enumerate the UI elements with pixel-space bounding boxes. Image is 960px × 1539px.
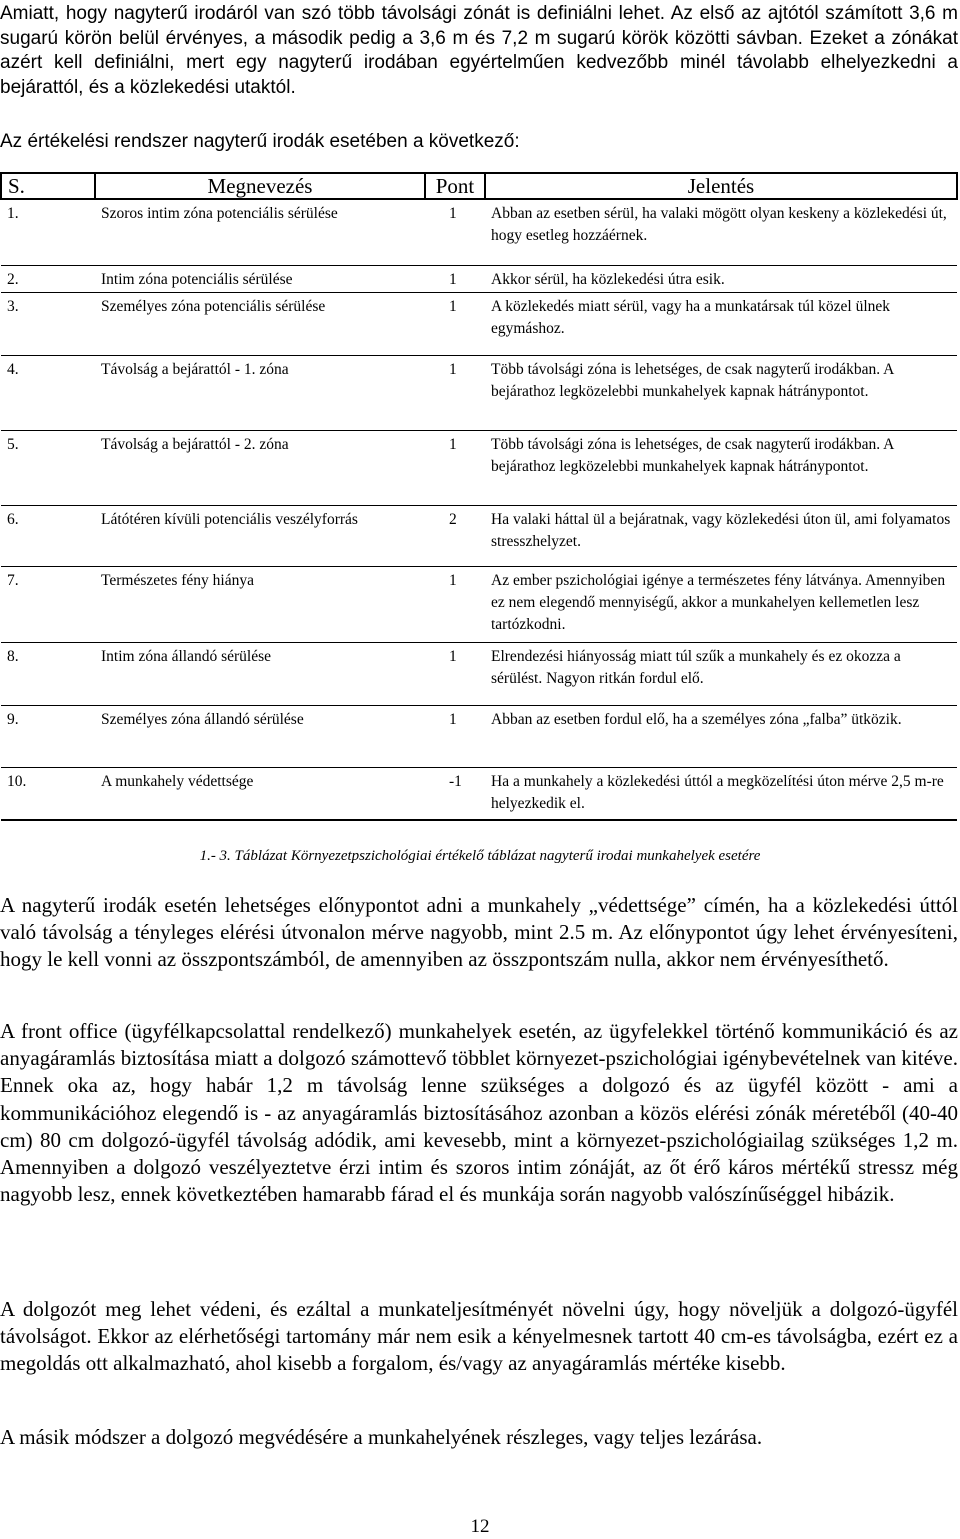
page-number: 12 (470, 1516, 490, 1537)
row-meaning: Ha valaki háttal ül a bejáratnak, vagy közlekedési úton ül, ami folyamatos stresszhelyzet. (485, 505, 957, 566)
row-name: Személyes zóna állandó sérülése (95, 705, 425, 767)
body-paragraph-2: A front office (ügyfélkapcsolattal rendelkező) munkahelyek esetén, az ügyfelekkel történő kommunikáció és az anyagáramlás biztosítása miatt a dolgozó számottevő többlet környezet-pszichológiai igénybevételnek van kitéve. Ennek oka az, hogy habár 1,2 m távolság lenne szükséges a dolgozó és az ügyfél között - ami a kommunikációhoz elegendő is - az anyagáramlás biztosításához azonban a közös elérési zónák méretéből (40-40 cm) 80 cm dolgozó-ügyfél távolság adódik, ami kevesebb, mint a környezet-pszichológiailag szükséges 1,2 m. Amennyiben a dolgozó veszélyeztetve érzi intim és szoros intim zónáját, az őt érő káros mértékű stressz még nagyobb lesz, ennek következtében hamarabb fárad el és munkája során nagyobb valószínűséggel hibázik. (0, 1019, 958, 1207)
row-point: 1 (425, 642, 485, 705)
row-point: 1 (449, 205, 457, 222)
row-name: Intim zóna potenciális sérülése (95, 265, 425, 292)
body-paragraph-1: A nagyterű irodák esetén lehetséges előnypontot adni a munkahely „védettsége” címén, ha a közlekedési úttól való távolság a tényleges elérési útvonalon mérve nagyobb, mint 2.5 m. Az előnypontot úgy lehet érvényesíteni, hogy le kell vonni az összpontszámból, de amennyiben az összpontszám nulla, akkor nem érvényesíthető. (0, 893, 958, 972)
row-number: 8. (1, 642, 95, 705)
row-meaning: Az ember pszichológiai igénye a természetes fény látványa. Amennyiben ez nem elegendő mennyiségű, akkor a munkahelyen kellemetlen lesz tartózkodni. (485, 566, 957, 642)
row-meaning: A közlekedés miatt sérül, vagy ha a munkatársak túl közel ülnek egymáshoz. (485, 292, 957, 355)
body-paragraph-3: A dolgozót meg lehet védeni, és ezáltal a munkateljesítményét növelni úgy, hogy növeljük a dolgozó-ügyfél távolságot. Ekkor az elérhetőségi tartomány már nem esik a kényelmesnek tartott 40 cm-es távolságba, ezért ez a megoldás ott alkalmazható, ahol kisebb a forgalom, és/vagy az anyagáramlás mértéke kisebb. (0, 1297, 958, 1376)
row-meaning: Abban az esetben fordul elő, ha a személyes zóna „falba” ütközik. (485, 705, 957, 767)
row-point: 2 (425, 505, 485, 566)
intro-paragraph: Amiatt, hogy nagyterű irodáról van szó több távolsági zónát is definiálni lehet. Az első az ajtótól számított 3,6 m sugarú körön belül érvényes, a második pedig a 3,6 m és 7,2 m sugarú körök közötti sávban. Ezeket a zónákat azért kell definiálni, mert egy nagyterű irodában egyértelműen kedvezőbb minél távolabb elhelyezkedni a bejárattól, és a közlekedési utaktól. (0, 3, 958, 98)
table-row (1, 199, 957, 265)
table-row (1, 355, 957, 430)
table-row (1, 430, 957, 505)
row-point: -1 (425, 767, 485, 820)
evaluation-table (0, 172, 958, 821)
body-paragraph-4: A másik módszer a dolgozó megvédésére a munkahelyének részleges, vagy teljes lezárása. (0, 1425, 763, 1449)
row-number: 2. (1, 265, 95, 292)
row-meaning: Abban az esetben sérül, ha valaki mögött olyan keskeny a közlekedési út, hogy esetleg hozzáérnek. (491, 205, 947, 244)
table-header-row (1, 173, 957, 199)
row-point: 1 (425, 705, 485, 767)
row-number: 5. (1, 430, 95, 505)
row-number: 1. (7, 205, 19, 222)
table-row (1, 265, 957, 292)
table-intro-text: Az értékelési rendszer nagyterű irodák esetében a következő: (0, 131, 520, 152)
row-number: 4. (1, 355, 95, 430)
row-name: Szoros intim zóna potenciális sérülése (101, 205, 338, 222)
table-row (1, 505, 957, 566)
row-name: A munkahely védettsége (95, 767, 425, 820)
row-name: Intim zóna állandó sérülése (95, 642, 425, 705)
row-meaning: Több távolsági zóna is lehetséges, de csak nagyterű irodákban. A bejárathoz legközelebbi munkahelyek kapnak hátránypontot. (485, 355, 957, 430)
row-number: 9. (1, 705, 95, 767)
row-number: 7. (1, 566, 95, 642)
row-name: Látótéren kívüli potenciális veszélyforrás (95, 505, 425, 566)
row-name: Személyes zóna potenciális sérülése (95, 292, 425, 355)
row-point: 1 (425, 292, 485, 355)
row-name: Távolság a bejárattól - 1. zóna (95, 355, 425, 430)
row-meaning: Ha a munkahely a közlekedési úttól a megközelítési úton mérve 2,5 m-re helyezkedik el. (485, 767, 957, 820)
header-number: S. (1, 173, 95, 199)
header-name: Megnevezés (95, 173, 425, 199)
row-point: 1 (425, 430, 485, 505)
row-name: Természetes fény hiánya (95, 566, 425, 642)
row-meaning: Több távolsági zóna is lehetséges, de csak nagyterű irodákban. A bejárathoz legközelebbi munkahelyek kapnak hátránypontot. (485, 430, 957, 505)
row-name: Távolság a bejárattól - 2. zóna (95, 430, 425, 505)
row-point: 1 (425, 355, 485, 430)
table-caption: 1.- 3. Táblázat Környezetpszichológiai értékelő táblázat nagyterű irodai munkahelyek esetére (199, 848, 761, 864)
header-point: Pont (425, 173, 485, 199)
row-point: 1 (425, 566, 485, 642)
table-row (1, 767, 957, 820)
row-point: 1 (425, 265, 485, 292)
row-number: 6. (1, 505, 95, 566)
table-row (1, 642, 957, 705)
row-meaning: Akkor sérül, ha közlekedési útra esik. (485, 265, 957, 292)
header-meaning: Jelentés (485, 173, 957, 199)
table-row (1, 705, 957, 767)
row-number: 10. (1, 767, 95, 820)
table-row (1, 566, 957, 642)
row-number: 3. (1, 292, 95, 355)
row-meaning: Elrendezési hiányosság miatt túl szűk a munkahely és ez okozza a sérülést. Nagyon ritkán fordul elő. (485, 642, 957, 705)
table-row (1, 292, 957, 355)
